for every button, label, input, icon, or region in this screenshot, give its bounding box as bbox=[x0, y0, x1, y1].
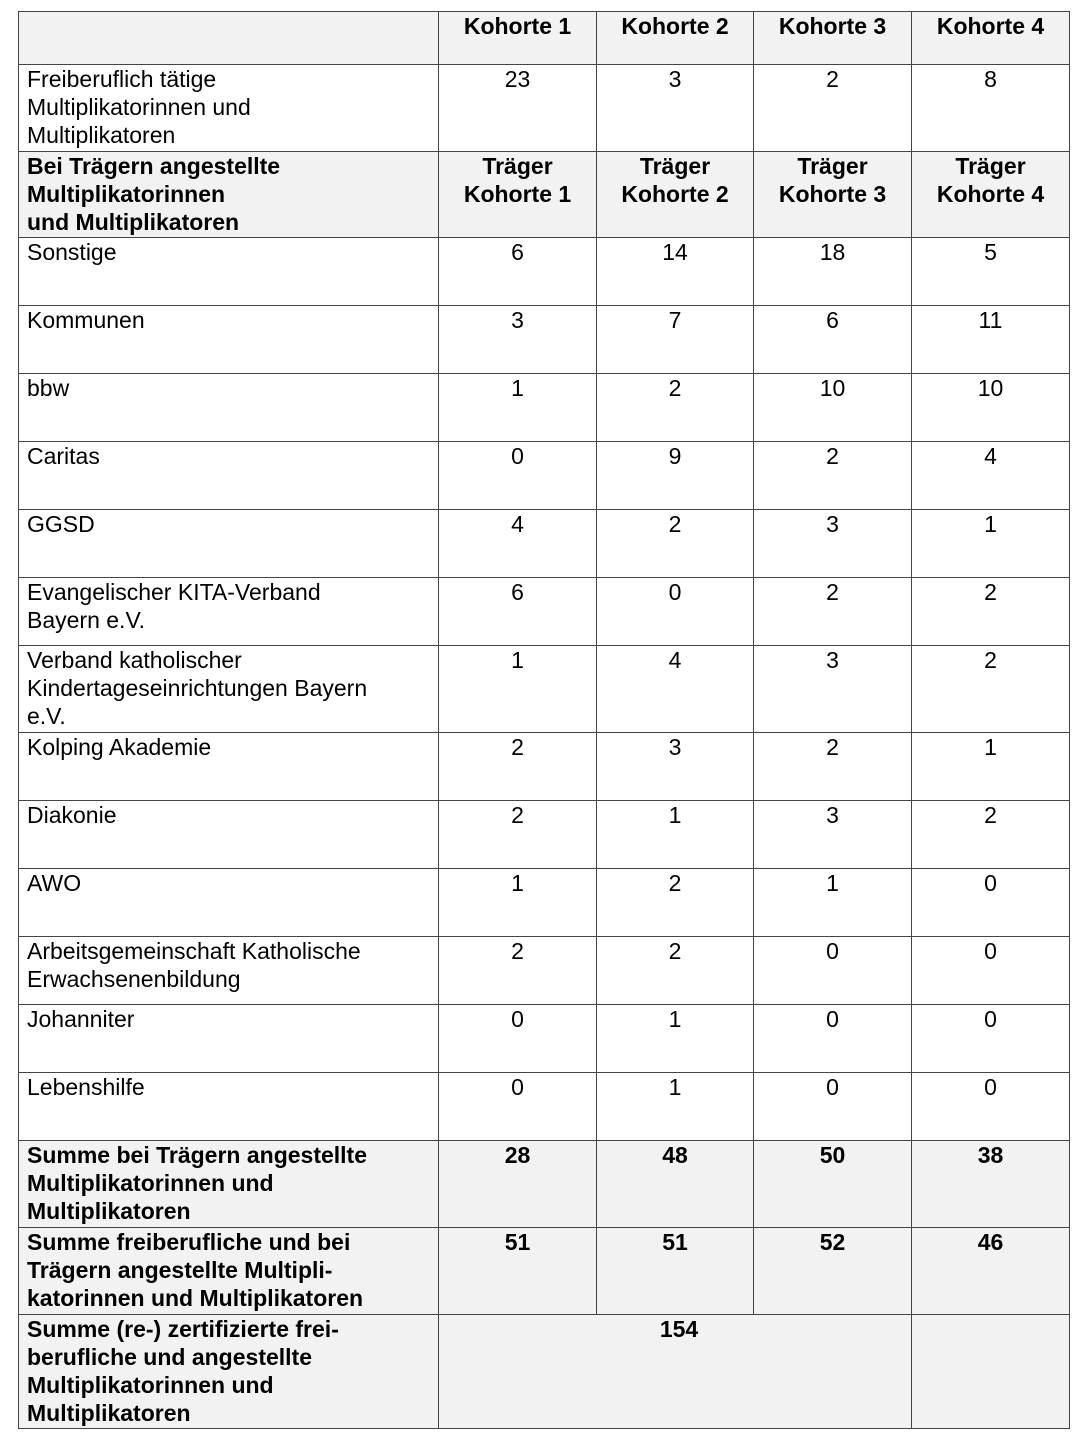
row-value-kohorte-2: 2 bbox=[597, 937, 754, 1005]
row-value-kohorte-2: 9 bbox=[597, 442, 754, 510]
row-value-kohorte-3: 0 bbox=[754, 1005, 912, 1073]
row-value-kohorte-2: 1 bbox=[597, 1073, 754, 1141]
row-value-kohorte-4: 2 bbox=[912, 578, 1070, 646]
table-row bbox=[19, 578, 1070, 646]
row-value-kohorte-3: 0 bbox=[754, 1073, 912, 1141]
row-label-line: Kindertageseinrichtungen Bayern bbox=[27, 675, 368, 701]
freelance-row bbox=[19, 65, 1070, 152]
row-label-line: Diakonie bbox=[27, 802, 117, 828]
row-value-kohorte-1: 4 bbox=[439, 510, 597, 578]
row-label-line: GGSD bbox=[27, 511, 95, 537]
employed-header-label-line: Multiplikatorinnen bbox=[27, 181, 226, 207]
sum-employed-label-line: Multiplikatoren bbox=[27, 1198, 191, 1224]
row-value-kohorte-3: 2 bbox=[754, 578, 912, 646]
sum-certified-label-line: Multiplikatorinnen und bbox=[27, 1372, 274, 1398]
table-row bbox=[19, 733, 1070, 801]
row-value-kohorte-1: 2 bbox=[439, 733, 597, 801]
traeger-kohorte-1 bbox=[439, 152, 597, 238]
row-value-kohorte-1: 0 bbox=[439, 1005, 597, 1073]
row-value-kohorte-3: 0 bbox=[754, 937, 912, 1005]
traeger-label: Träger bbox=[639, 153, 711, 179]
header-kohorte-2: Kohorte 2 bbox=[597, 12, 754, 65]
row-label bbox=[19, 869, 439, 937]
freelance-value-2: 3 bbox=[597, 65, 754, 152]
row-label bbox=[19, 1073, 439, 1141]
sum-all-value-3: 52 bbox=[754, 1228, 912, 1315]
row-value-kohorte-3: 6 bbox=[754, 306, 912, 374]
row-value-kohorte-4: 0 bbox=[912, 1005, 1070, 1073]
sum-all-label bbox=[19, 1228, 439, 1315]
row-value-kohorte-1: 1 bbox=[439, 869, 597, 937]
row-value-kohorte-2: 7 bbox=[597, 306, 754, 374]
freelance-label-line: Freiberuflich tätige bbox=[27, 66, 217, 92]
sum-certified-value: 154 bbox=[439, 1315, 912, 1429]
row-value-kohorte-1: 6 bbox=[439, 238, 597, 306]
sum-all-label-line: katorinnen und Multiplikatoren bbox=[27, 1285, 364, 1311]
row-value-kohorte-2: 4 bbox=[597, 646, 754, 733]
employed-header-row bbox=[19, 152, 1070, 238]
row-value-kohorte-1: 2 bbox=[439, 937, 597, 1005]
sum-employed-value-4: 38 bbox=[912, 1141, 1070, 1228]
row-value-kohorte-4: 0 bbox=[912, 1073, 1070, 1141]
header-row bbox=[19, 12, 1070, 65]
header-kohorte-3: Kohorte 3 bbox=[754, 12, 912, 65]
freelance-label bbox=[19, 65, 439, 152]
row-value-kohorte-3: 2 bbox=[754, 733, 912, 801]
row-label-line: Bayern e.V. bbox=[27, 607, 146, 633]
table-row bbox=[19, 1005, 1070, 1073]
row-value-kohorte-3: 3 bbox=[754, 510, 912, 578]
sum-all-value-1: 51 bbox=[439, 1228, 597, 1315]
freelance-value-4: 8 bbox=[912, 65, 1070, 152]
freelance-label-line: Multiplikatorinnen und bbox=[27, 94, 251, 120]
traeger-label: Träger bbox=[797, 153, 868, 179]
row-label-line: e.V. bbox=[27, 703, 66, 729]
row-label-line: Verband katholischer bbox=[27, 647, 242, 673]
row-label-line: Sonstige bbox=[27, 239, 117, 265]
traeger-cohort-label: Kohorte 4 bbox=[936, 181, 1045, 207]
employed-header-label-line: Bei Trägern angestellte bbox=[27, 153, 281, 179]
row-value-kohorte-1: 0 bbox=[439, 442, 597, 510]
table-row bbox=[19, 801, 1070, 869]
freelance-value-3: 2 bbox=[754, 65, 912, 152]
row-value-kohorte-2: 1 bbox=[597, 801, 754, 869]
employed-header-label bbox=[19, 152, 439, 238]
row-value-kohorte-3: 10 bbox=[754, 374, 912, 442]
row-label bbox=[19, 646, 439, 733]
row-value-kohorte-1: 1 bbox=[439, 374, 597, 442]
sum-all-label-line: Trägern angestellte Multipli- bbox=[27, 1257, 333, 1283]
row-label bbox=[19, 937, 439, 1005]
header-kohorte-1: Kohorte 1 bbox=[439, 12, 597, 65]
row-value-kohorte-2: 3 bbox=[597, 733, 754, 801]
table-row bbox=[19, 306, 1070, 374]
row-value-kohorte-4: 5 bbox=[912, 238, 1070, 306]
cohort-table bbox=[18, 11, 1070, 1429]
row-label-line: Arbeitsgemeinschaft Katholische bbox=[27, 938, 361, 964]
row-value-kohorte-2: 2 bbox=[597, 374, 754, 442]
row-label bbox=[19, 442, 439, 510]
row-value-kohorte-3: 2 bbox=[754, 442, 912, 510]
sum-employed-label bbox=[19, 1141, 439, 1228]
sum-certified-empty-cell bbox=[912, 1315, 1070, 1429]
row-label bbox=[19, 238, 439, 306]
row-value-kohorte-2: 2 bbox=[597, 869, 754, 937]
traeger-kohorte-2 bbox=[597, 152, 754, 238]
sum-employed-value-1: 28 bbox=[439, 1141, 597, 1228]
traeger-cohort-label: Kohorte 2 bbox=[621, 181, 729, 207]
sum-all-value-4: 46 bbox=[912, 1228, 1070, 1315]
header-empty-cell bbox=[19, 12, 439, 65]
row-label bbox=[19, 1005, 439, 1073]
row-value-kohorte-4: 1 bbox=[912, 733, 1070, 801]
sum-certified-label-line: berufliche und angestellte bbox=[27, 1344, 312, 1370]
row-value-kohorte-4: 0 bbox=[912, 869, 1070, 937]
traeger-cohort-label: Kohorte 1 bbox=[463, 181, 572, 207]
row-value-kohorte-3: 18 bbox=[754, 238, 912, 306]
table-row bbox=[19, 1073, 1070, 1141]
row-value-kohorte-4: 2 bbox=[912, 801, 1070, 869]
row-label-line: Caritas bbox=[27, 443, 100, 469]
row-label bbox=[19, 306, 439, 374]
sum-employed-row bbox=[19, 1141, 1070, 1228]
sum-employed-label-line: Multiplikatorinnen und bbox=[27, 1170, 274, 1196]
sum-employed-value-2: 48 bbox=[597, 1141, 754, 1228]
employed-header-label-line: und Multiplikatoren bbox=[27, 209, 240, 235]
sum-all-label-line: Summe freiberufliche und bei bbox=[27, 1229, 351, 1255]
table-row bbox=[19, 442, 1070, 510]
traeger-label: Träger bbox=[955, 153, 1026, 179]
row-label-line: Kommunen bbox=[27, 307, 145, 333]
sum-all-row bbox=[19, 1228, 1070, 1315]
row-label-line: bbw bbox=[27, 375, 70, 401]
freelance-value-1: 23 bbox=[439, 65, 597, 152]
traeger-cohort-label: Kohorte 3 bbox=[778, 181, 887, 207]
header-kohorte-4: Kohorte 4 bbox=[912, 12, 1070, 65]
sum-certified-label-line: Summe (re-) zertifizierte frei- bbox=[27, 1316, 339, 1342]
sum-certified-label-line: Multiplikatoren bbox=[27, 1400, 191, 1426]
sum-certified-label bbox=[19, 1315, 439, 1429]
row-value-kohorte-1: 1 bbox=[439, 646, 597, 733]
row-value-kohorte-4: 1 bbox=[912, 510, 1070, 578]
row-label-line: AWO bbox=[27, 870, 82, 896]
row-value-kohorte-2: 14 bbox=[597, 238, 754, 306]
row-label bbox=[19, 510, 439, 578]
row-value-kohorte-4: 0 bbox=[912, 937, 1070, 1005]
row-value-kohorte-4: 4 bbox=[912, 442, 1070, 510]
row-value-kohorte-2: 2 bbox=[597, 510, 754, 578]
table-row bbox=[19, 374, 1070, 442]
row-value-kohorte-1: 2 bbox=[439, 801, 597, 869]
table-row bbox=[19, 646, 1070, 733]
row-label bbox=[19, 578, 439, 646]
row-label-line: Erwachsenenbildung bbox=[27, 966, 241, 992]
row-label-line: Evangelischer KITA-Verband bbox=[27, 579, 321, 605]
row-value-kohorte-3: 1 bbox=[754, 869, 912, 937]
row-label-line: Johanniter bbox=[27, 1006, 135, 1032]
sum-employed-value-3: 50 bbox=[754, 1141, 912, 1228]
traeger-label: Träger bbox=[482, 153, 553, 179]
row-value-kohorte-2: 0 bbox=[597, 578, 754, 646]
row-value-kohorte-2: 1 bbox=[597, 1005, 754, 1073]
freelance-label-line: Multiplikatoren bbox=[27, 122, 176, 148]
traeger-kohorte-4 bbox=[912, 152, 1070, 238]
row-label bbox=[19, 733, 439, 801]
row-value-kohorte-4: 11 bbox=[912, 306, 1070, 374]
row-value-kohorte-1: 3 bbox=[439, 306, 597, 374]
sum-employed-label-line: Summe bei Trägern angestellte bbox=[27, 1142, 368, 1168]
sum-certified-row bbox=[19, 1315, 1070, 1429]
row-label bbox=[19, 374, 439, 442]
row-value-kohorte-4: 10 bbox=[912, 374, 1070, 442]
row-value-kohorte-4: 2 bbox=[912, 646, 1070, 733]
table-row bbox=[19, 510, 1070, 578]
sum-all-value-2: 51 bbox=[597, 1228, 754, 1315]
row-label-line: Lebenshilfe bbox=[27, 1074, 145, 1100]
row-label-line: Kolping Akademie bbox=[27, 734, 212, 760]
row-value-kohorte-3: 3 bbox=[754, 801, 912, 869]
table-row bbox=[19, 937, 1070, 1005]
table-row bbox=[19, 238, 1070, 306]
row-label bbox=[19, 801, 439, 869]
row-value-kohorte-3: 3 bbox=[754, 646, 912, 733]
row-value-kohorte-1: 0 bbox=[439, 1073, 597, 1141]
row-value-kohorte-1: 6 bbox=[439, 578, 597, 646]
traeger-kohorte-3 bbox=[754, 152, 912, 238]
table-row bbox=[19, 869, 1070, 937]
